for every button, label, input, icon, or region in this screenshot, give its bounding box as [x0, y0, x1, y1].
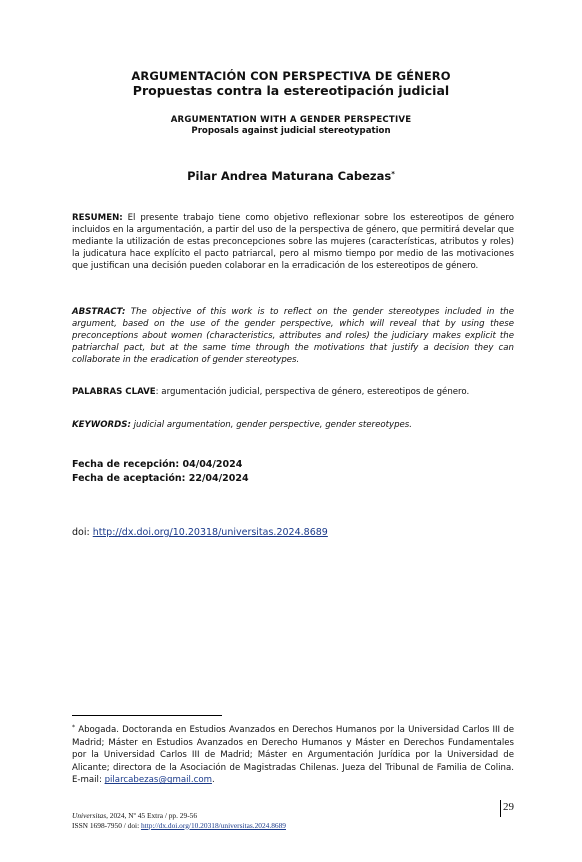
- footnote-end: .: [211, 775, 215, 786]
- subtitle-english: Proposals against judicial stereotypation: [191, 126, 391, 136]
- keywords-label: KEYWORDS:: [72, 420, 131, 430]
- resumen-label: RESUMEN:: [72, 213, 123, 223]
- journal-issue: , 2024, Nº 45 Extra / pp. 29-56: [106, 811, 198, 820]
- resumen-paragraph: [72, 212, 514, 272]
- received-date: Fecha de recepción: 04/04/2024: [72, 459, 243, 470]
- page-number: 29: [503, 801, 514, 813]
- journal-issn-line: [72, 821, 286, 831]
- author-footnote-mark: *: [391, 170, 395, 178]
- doi-line: [72, 527, 514, 539]
- author-line: [0, 169, 582, 183]
- title-spanish: ARGUMENTACIÓN CON PERSPECTIVA DE GÉNERO: [131, 69, 451, 83]
- palabras-text: : argumentación judicial, perspectiva de género, estereotipos de género.: [155, 387, 470, 397]
- journal-info: [72, 811, 286, 830]
- footnote-text: Abogada. Doctoranda en Estudios Avanzados en Derechos Humanos por la Universidad Carlos III de Madrid; Máster en Estudios Avanzados en Derecho Humanos y Máster en Derechos Fundamentales por la Universidad Carlos III de Madrid; Máster en Argumentación Jurídica por la Universidad de Alicante; directora de la Asociación de Magistradas Chilenas. Jueza del Tribunal de Familia de Colina. E-mail:: [72, 725, 514, 786]
- journal-name: Universitas: [72, 811, 107, 820]
- journal-doi-link[interactable]: http://dx.doi.org/10.20318/universitas.2024.8689: [140, 820, 286, 830]
- keywords-text: judicial argumentation, gender perspective, gender stereotypes.: [130, 420, 413, 430]
- journal-issue-line: [72, 811, 286, 821]
- footnote: [72, 722, 514, 787]
- palabras-clave: [72, 386, 514, 398]
- journal-issn: ISSN 1698-7950 / doi:: [72, 820, 141, 830]
- accepted-date: Fecha de aceptación: 22/04/2024: [72, 473, 249, 484]
- abstract-text: The objective of this work is to reflect on the gender stereotypes included in the argument, based on the use of the gender perspective, which will reveal that by using these preconceptions about women (characteristics, attributes and roles) the judiciary makes explicit the patriarchal pact, but at the same time through the motivations that justify a decision they can collaborate in the eradication of gender stereotypes.: [72, 307, 514, 365]
- footnote-email-link[interactable]: pilarcabezas@gmail.com: [104, 775, 212, 786]
- footnote-separator: [72, 715, 222, 716]
- keywords: [72, 419, 514, 431]
- subtitle-spanish: Propuestas contra la estereotipación judicial: [132, 83, 450, 98]
- title-english: ARGUMENTATION WITH A GENDER PERSPECTIVE: [170, 115, 412, 125]
- author-name: Pilar Andrea Maturana Cabezas: [187, 169, 392, 183]
- dates-block: [72, 458, 514, 486]
- palabras-label: PALABRAS CLAVE: [72, 387, 156, 397]
- page-number-bar: [500, 800, 501, 817]
- doi-link[interactable]: http://dx.doi.org/10.20318/universitas.2024.8689: [92, 527, 328, 538]
- resumen-text: El presente trabajo tiene como objetivo reflexionar sobre los estereotipos de género incluidos en la argumentación, a partir del uso de la perspectiva de género, que permitirá develar que mediante la utilización de estas preconcepciones sobre las mujeres (características, atributos y roles) la judicatura hace explícito el pacto patriarcal, pero al mismo tiempo por medio de las motivaciones que justifican una decisión pueden colaborar en la erradicación de los estereotipos de género.: [72, 213, 514, 271]
- abstract-paragraph: [72, 306, 514, 366]
- doi-label: doi:: [72, 527, 93, 538]
- footnote-mark: *: [72, 724, 75, 731]
- abstract-label: ABSTRACT:: [72, 307, 126, 317]
